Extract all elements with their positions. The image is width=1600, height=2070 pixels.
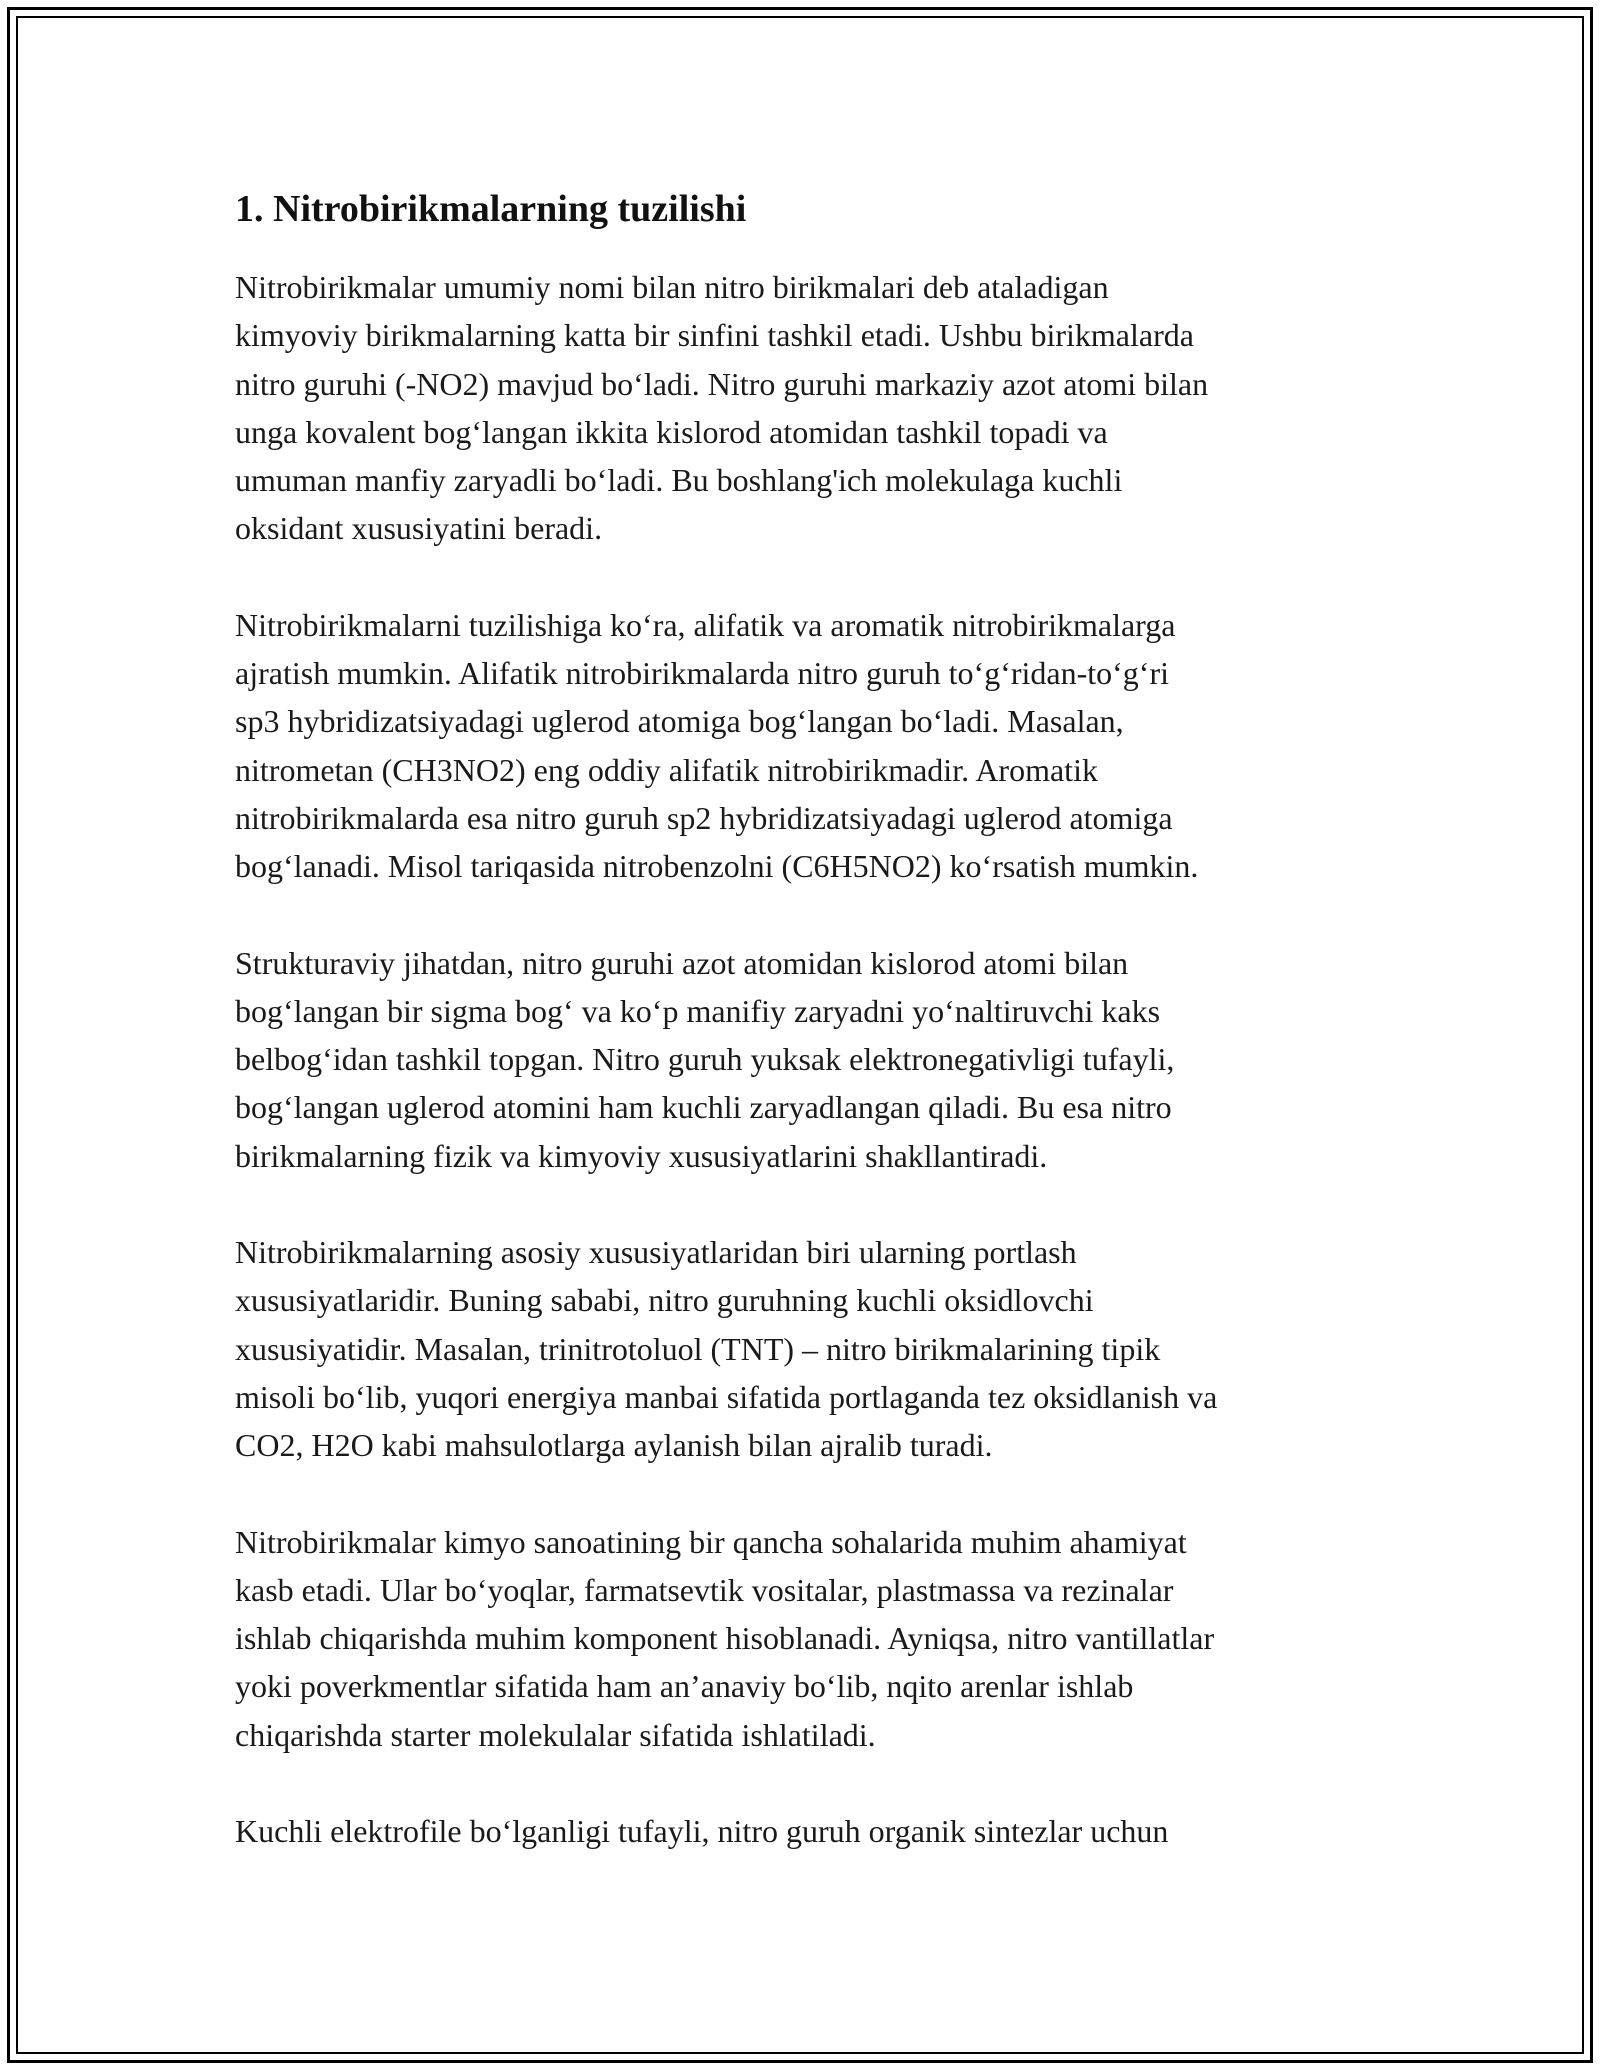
paragraph-6: Kuchli elektrofile bo‘lganligi tufayli, nitro guruh organik sintezlar uchun [235, 1813, 1169, 1850]
paragraph-1: Nitrobirikmalar umumiy nomi bilan nitro birikmalari deb ataladigan kimyoviy birikmalarning katta bir sinfini tashkil etadi. Ushbu birikmalarda nitro guruhi (-NO2) mavjud bo‘ladi. Nitro guruhi markaziy azot atomi bilan unga kovalent bog‘langan ikkita kislorod atomidan tashkil topadi va umuman manfiy zaryadli bo‘ladi. Bu boshlang'ich molekulaga kuchli oksidant xususiyatini beradi. [235, 269, 1209, 547]
section-heading: 1. Nitrobirikmalarning tuzilishi [235, 188, 747, 230]
paragraph-3: Strukturaviy jihatdan, nitro guruhi azot atomidan kislorod atomi bilan bog‘langan bir sigma bog‘ va ko‘p manifiy zaryadni yo‘naltiruvchi kaks belbog‘idan tashkil topgan. Nitro guruh yuksak elektronegativligi tufayli, bog‘langan uglerod atomini ham kuchli zaryadlangan qiladi. Bu esa nitro birikmalarning fizik va kimyoviy xususiyatlarini shakllantiradi. [235, 944, 1175, 1174]
paragraph-5: Nitrobirikmalar kimyo sanoatining bir qancha sohalarida muhim ahamiyat kasb etadi. Ular bo‘yoqlar, farmatsevtik vositalar, plastmassa va rezinalar ishlab chiqarishda muhim komponent hisoblanadi. Ayniqsa, nitro vantillatlar yoki poverkmentlar sifatida ham an’anaviy bo‘lib, nqito arenlar ishlab chiqarishda starter molekulalar sifatida ishlatiladi. [235, 1523, 1215, 1753]
document-body [235, 185, 1375, 1903]
paragraph-2: Nitrobirikmalarni tuzilishiga ko‘ra, alifatik va aromatik nitrobirikmalarga ajratish mumkin. Alifatik nitrobirikmalarda nitro guruh to‘g‘ridan-to‘g‘ri sp3 hybridizatsiyadagi uglerod atomiga bog‘langan bo‘ladi. Masalan, nitrometan (CH3NO2) eng oddiy alifatik nitrobirikmadir. Aromatik nitrobirikmalarda esa nitro guruh sp2 hybridizatsiyadagi uglerod atomiga bog‘lanadi. Misol tariqasida nitrobenzolni (C6H5NO2) ko‘rsatish mumkin. [235, 606, 1199, 885]
paragraph-4: Nitrobirikmalarning asosiy xususiyatlaridan biri ularning portlash xususiyatlaridir. Buning sababi, nitro guruhning kuchli oksidlovchi xususiyatidir. Masalan, trinitrotoluol (TNT) – nitro birikmalarining tipik misoli bo‘lib, yuqori energiya manbai sifatida portlaganda tez oksidlanish va CO2, H2O kabi mahsulotlarga aylanish bilan ajralib turadi. [235, 1234, 1218, 1464]
